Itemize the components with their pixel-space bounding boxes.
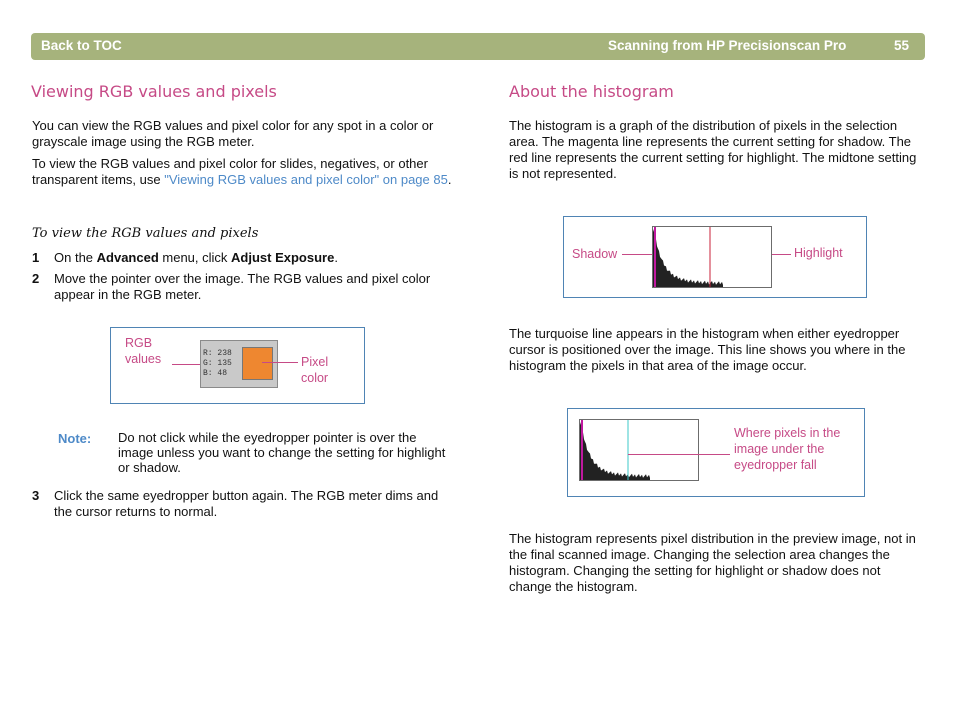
transparent-items-paragraph (32, 156, 452, 188)
eyedropper-label-line-2: image under the (734, 442, 825, 456)
histogram-bars (580, 422, 650, 480)
b-value: B: 48 (203, 369, 228, 378)
advanced-menu-name: Advanced (96, 250, 159, 265)
shadow-leader-line (622, 254, 654, 255)
rgb-readout (203, 349, 232, 379)
intro-paragraph: You can view the RGB values and pixel color for any spot in a color or grayscale image using the RGB meter. (32, 118, 434, 149)
histogram-bars (653, 229, 723, 287)
note-text: Do not click while the eyedropper pointer is over the image unless you want to change the setting for highlight or shadow. (118, 430, 446, 475)
histogram-intro-paragraph: The histogram is a graph of the distribution of pixels in the selection area. The magenta line represents the current setting for shadow. The red line represents the current setting for highlight. The midtone setting is not represented. (509, 118, 917, 181)
eyedropper-label-line-1: Where pixels in the (734, 426, 841, 440)
eyedropper-leader-line (628, 454, 730, 455)
step-1-c: menu, click (158, 250, 232, 265)
rgb-label-line-2: values (125, 352, 162, 366)
histogram-1-graph (653, 227, 771, 287)
step-1-e: . (334, 250, 338, 265)
step-2-number: 2 (32, 271, 40, 286)
para2-end: . (447, 172, 452, 187)
pixel-color-swatch (242, 347, 273, 380)
rgb-meter (200, 340, 278, 388)
histogram-1 (652, 226, 772, 288)
step-3-text: Click the same eyedropper button again. The RGB meter dims and the cursor returns to normal. (54, 488, 439, 519)
eyedropper-pixels-label (734, 425, 840, 473)
g-value: G: 135 (203, 359, 232, 368)
shadow-label: Shadow (572, 247, 618, 261)
right-heading: About the histogram (509, 82, 674, 101)
adjust-exposure-name: Adjust Exposure (231, 250, 335, 265)
step-1-a: On the (54, 250, 97, 265)
step-2-text: Move the pointer over the image. The RGB values and pixel color appear in the RGB meter. (54, 271, 431, 302)
rgb-label-line-1: RGB (125, 336, 153, 350)
procedure-title: To view the RGB values and pixels (32, 226, 259, 241)
pixel-color-leader-line (262, 362, 298, 363)
header-bar (31, 33, 925, 60)
step-3-number: 3 (32, 488, 40, 503)
rgb-values-label (125, 335, 161, 367)
highlight-label: Highlight (794, 246, 843, 260)
step-1-number: 1 (32, 250, 40, 265)
histogram-2 (579, 419, 699, 481)
left-heading: Viewing RGB values and pixels (31, 82, 277, 101)
pixel-label-line-2: color (301, 371, 329, 385)
eyedropper-label-line-3: eyedropper fall (734, 458, 817, 472)
r-value: R: 238 (203, 349, 232, 358)
note-label: Note: (58, 431, 92, 446)
pixel-label-line-1: Pixel (301, 355, 329, 369)
section-title: Scanning from HP Precisionscan Pro (608, 38, 847, 53)
page-number: 55 (894, 38, 910, 53)
back-to-toc-link[interactable]: Back to TOC (41, 38, 122, 53)
step-1-text (54, 250, 449, 266)
distribution-paragraph: The histogram represents pixel distribution in the preview image, not in the final scanned image. Changing the selection area changes the histogram. Changing the setting for highlight or shadow does not change the histogram. (509, 531, 916, 594)
turquoise-paragraph: The turquoise line appears in the histogram when either eyedropper cursor is positioned over the image. This line shows you where in the histogram the pixels in that area of the image occur. (509, 326, 906, 373)
para2-text: To view the RGB values and pixel color for slides, negatives, or other transparent items, use (32, 156, 428, 187)
rgb-values-page-link[interactable]: "Viewing RGB values and pixel color" on page 85 (164, 172, 448, 187)
pixel-color-label (301, 354, 328, 386)
histogram-2-graph (580, 420, 698, 480)
